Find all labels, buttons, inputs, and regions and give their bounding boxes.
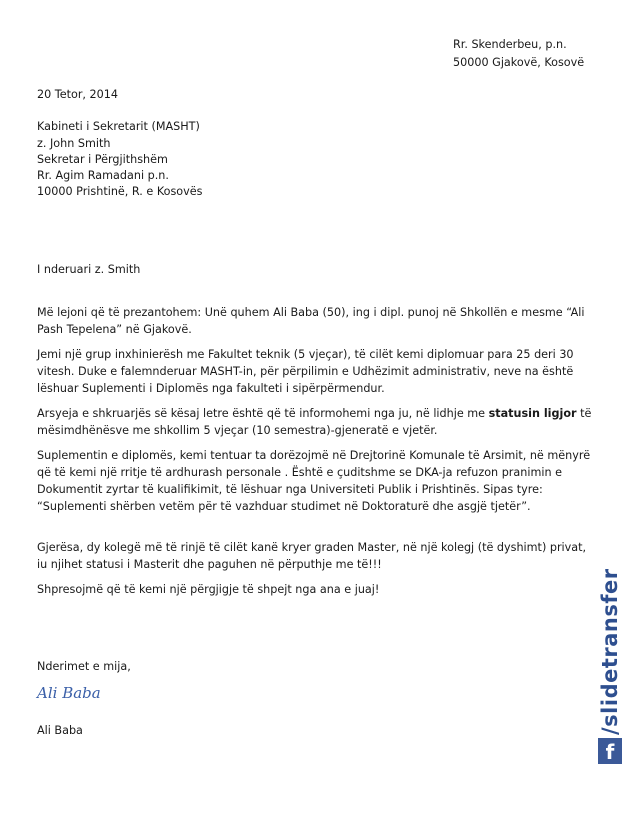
body-paragraph-4: Suplementin e diplomës, kemi tentuar ta dorëzojmë në Drejtorinë Komunale të Arsimit, në mënyrë që të kemi një rritje të ardhurash personale . Është e çuditshme se DKA-ja refuzon pranimin e Dokumentit zyrtar të kualifikimit, të lëshuar nga Universiteti Publik i Prishtinës. Sipas tyre: “Suplementi shërben vetëm për të vazhduar studimet në Doktoraturë dhe asgjë tjetër”. — [37, 449, 591, 513]
sender-address-line-1: Rr. Skenderbeu, p.n. — [453, 38, 567, 51]
body-paragraph-3 — [37, 405, 597, 439]
recipient-line: 10000 Prishtinë, R. e Kosovës — [37, 185, 203, 198]
body-paragraph-1: Më lejoni që të prezantohem: Unë quhem Ali Baba (50), ing i dipl. punoj në Shkollën e mesme “Ali Pash Tepelena” në Gjakovë. — [37, 306, 585, 336]
recipient-line: z. John Smith — [37, 137, 111, 150]
body-paragraph-5: Gjerësa, dy kolegë më të rinjë të cilët kanë kryer graden Master, në një kolegj (të dyshimt) privat, iu njihet statusi i Masterit dhe paguhen në përputhje me të!!! — [37, 541, 587, 571]
signer-name: Ali Baba — [37, 724, 83, 737]
body-paragraph-2: Jemi një grup inxhinierësh me Fakultet teknik (5 vjeçar), të cilët kemi diplomuar para 25 deri 30 vitesh. Duke e falemnderuar MASHT-in, për përpilimin e Udhëzimit administrativ, neve na është lëshuar Suplementi i Diplomës nga fakulteti i sipërpërmendur. — [37, 348, 574, 395]
salutation: I nderuari z. Smith — [37, 263, 141, 276]
body-paragraph-3-start: Arsyeja e shkruarjës së kësaj letre është që të informohemi nga ju, në lidhje me — [37, 407, 489, 420]
body-paragraph-6: Shpresojmë që të kemi një përgjigje të shpejt nga ana e juaj! — [37, 583, 380, 596]
recipient-line: Sekretar i Përgjithshëm — [37, 153, 168, 166]
recipient-line: Kabineti i Sekretarit (MASHT) — [37, 120, 200, 133]
sender-address-line-2: 50000 Gjakovë, Kosovë — [453, 56, 585, 69]
letter-date: 20 Tetor, 2014 — [37, 88, 119, 101]
legal-status-emphasis: statusin ligjor — [488, 407, 577, 420]
closing: Nderimet e mija, — [37, 660, 131, 673]
facebook-icon: f — [598, 738, 622, 764]
handwritten-signature: Ali Baba — [37, 684, 101, 702]
recipient-line: Rr. Agim Ramadani p.n. — [37, 169, 169, 182]
watermark-text: /slidetransfer — [598, 568, 622, 735]
body-paragraph-3-end: të mësimdhënësve me shkollim 5 vjeçar (10 semestra)-gjeneratë e vjetër. — [37, 407, 592, 437]
